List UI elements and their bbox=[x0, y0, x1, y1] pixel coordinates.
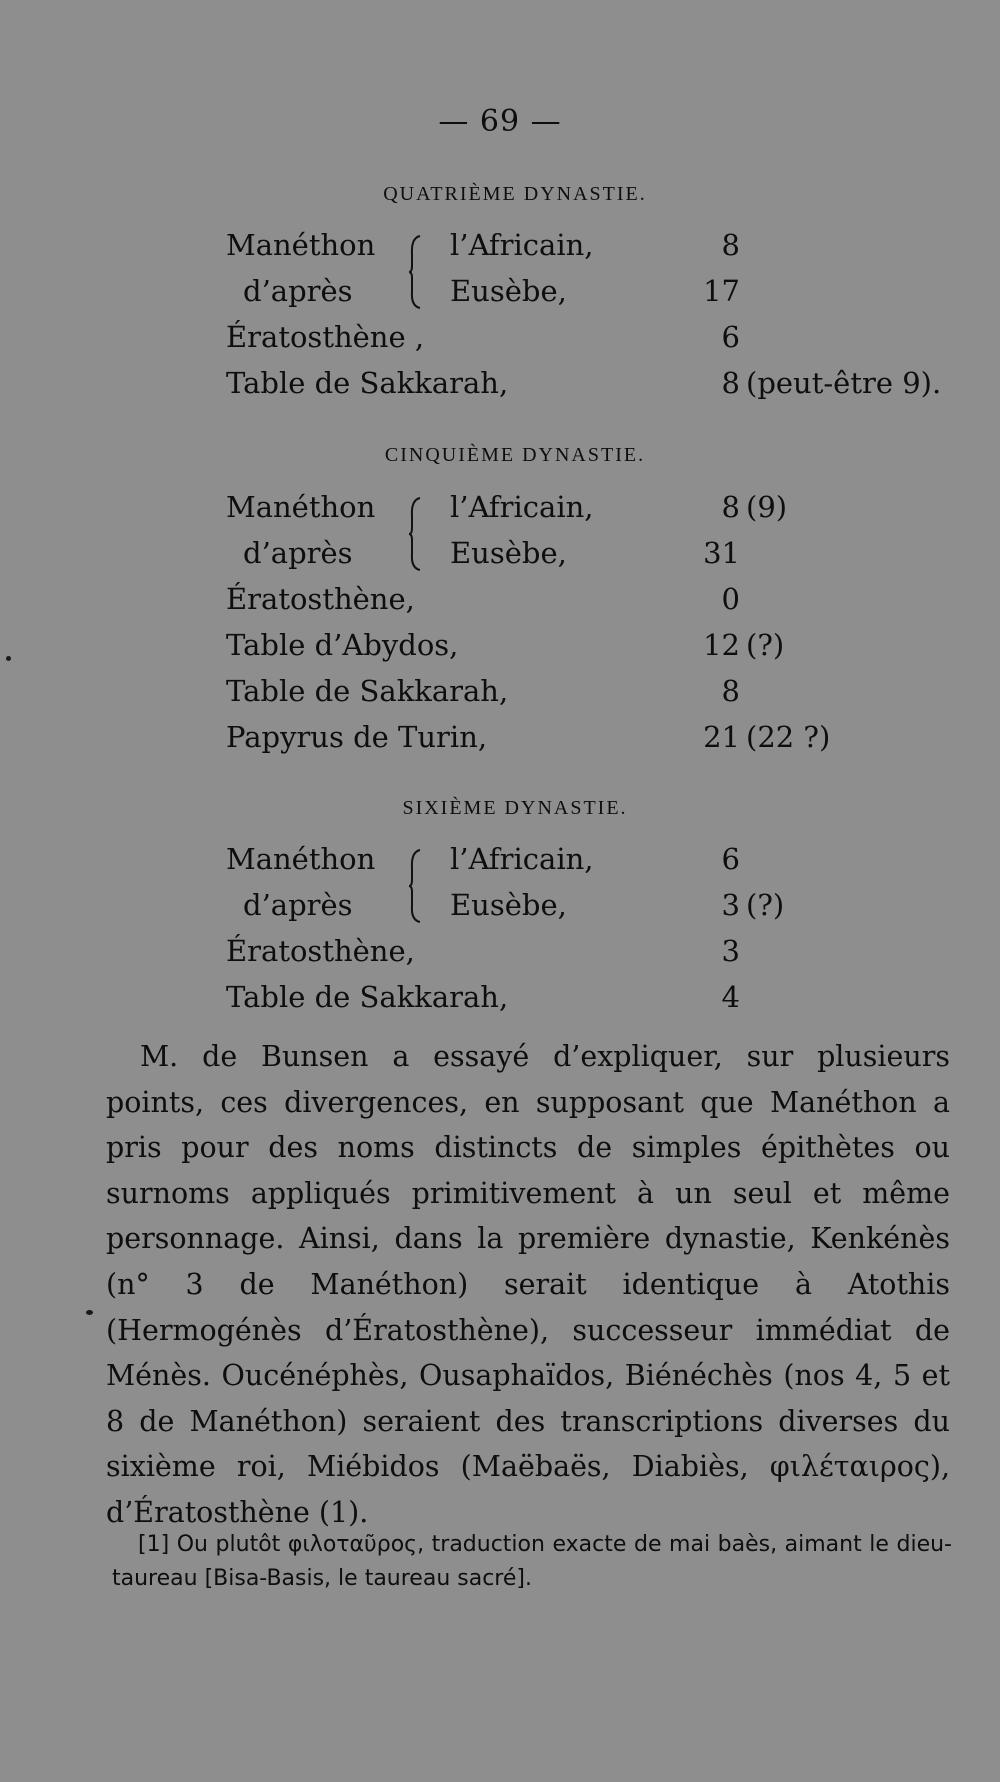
row-count: 12 bbox=[703, 628, 740, 662]
row-label: Manéthon bbox=[226, 490, 376, 524]
footnote bbox=[112, 1528, 952, 1596]
row-count: 8 bbox=[721, 228, 740, 262]
body-paragraph bbox=[106, 1034, 950, 1536]
table-row bbox=[0, 888, 1000, 932]
footnote-text: [1] Ou plutôt φιλοταῦρος, traduction exacte de mai baès, aimant le dieu-taureau [Bisa-Basis, le taureau sacré]. bbox=[112, 1532, 952, 1591]
row-count: 8 bbox=[721, 490, 740, 524]
row-note: (9) bbox=[746, 490, 788, 524]
table-row bbox=[0, 628, 1000, 672]
row-count: 31 bbox=[703, 536, 740, 570]
table-row bbox=[0, 274, 1000, 318]
brace-glyph bbox=[408, 848, 422, 924]
row-source: Eusèbe, bbox=[450, 274, 567, 308]
row-label: Ératosthène, bbox=[226, 934, 415, 968]
row-label: Ératosthène, bbox=[226, 582, 415, 616]
table-row bbox=[0, 228, 1000, 272]
row-note: (22 ?) bbox=[746, 720, 831, 754]
row-label: Table d’Abydos, bbox=[226, 628, 459, 662]
row-label: d’après bbox=[243, 888, 353, 922]
row-label: d’après bbox=[243, 536, 353, 570]
brace-glyph bbox=[408, 496, 422, 572]
row-note: (?) bbox=[746, 888, 785, 922]
table-row bbox=[0, 934, 1000, 978]
table-row bbox=[0, 720, 1000, 764]
table-row bbox=[0, 490, 1000, 534]
row-source: l’Africain, bbox=[450, 228, 594, 262]
section-heading-4th-dynasty: QUATRIÈME DYNASTIE. bbox=[383, 183, 647, 205]
section-heading-6th-dynasty: SIXIÈME DYNASTIE. bbox=[402, 797, 628, 819]
row-label: Table de Sakkarah, bbox=[226, 674, 509, 708]
page-number: — 69 — bbox=[438, 104, 562, 139]
row-count: 17 bbox=[703, 274, 740, 308]
row-label: Ératosthène , bbox=[226, 320, 425, 354]
row-label: Table de Sakkarah, bbox=[226, 366, 509, 400]
table-row bbox=[0, 536, 1000, 580]
row-count: 6 bbox=[721, 320, 740, 354]
row-label: Papyrus de Turin, bbox=[226, 720, 488, 754]
section-heading-5th-dynasty: CINQUIÈME DYNASTIE. bbox=[384, 444, 646, 466]
row-count: 4 bbox=[721, 980, 740, 1014]
row-count: 6 bbox=[721, 842, 740, 876]
table-row bbox=[0, 842, 1000, 886]
table-row bbox=[0, 674, 1000, 718]
row-label: Manéthon bbox=[226, 228, 376, 262]
print-speck bbox=[6, 656, 11, 661]
row-source: l’Africain, bbox=[450, 490, 594, 524]
print-speck bbox=[86, 1310, 93, 1315]
row-count: 3 bbox=[721, 934, 740, 968]
row-label: Table de Sakkarah, bbox=[226, 980, 509, 1014]
row-count: 0 bbox=[721, 582, 740, 616]
row-note: (?) bbox=[746, 628, 785, 662]
table-row bbox=[0, 980, 1000, 1024]
table-row bbox=[0, 582, 1000, 626]
row-count: 3 bbox=[721, 888, 740, 922]
row-count: 8 bbox=[721, 674, 740, 708]
row-label: Manéthon bbox=[226, 842, 376, 876]
paragraph-text: M. de Bunsen a essayé d’expliquer, sur plusieurs points, ces divergences, en supposant que Manéthon a pris pour des noms distincts de simples épithètes ou surnoms appliqués primitivement à un seul et même personnage. Ainsi, dans la première dynastie, Kenkénès (n° 3 de Manéthon) serait identique à Atothis (Hermogénès d’Ératosthène), successeur immédiat de Ménès. Oucénéphès, Ousaphaïdos, Biénéchès (nos 4, 5 et 8 de Manéthon) seraient des transcriptions diverses du sixième roi, Miébidos (Maëbaës, Diabiès, φιλέταιρος), d’Ératosthène (1). bbox=[106, 1040, 950, 1529]
row-note: (peut-être 9). bbox=[746, 366, 942, 400]
row-count: 21 bbox=[703, 720, 740, 754]
row-source: l’Africain, bbox=[450, 842, 594, 876]
row-source: Eusèbe, bbox=[450, 536, 567, 570]
brace-glyph bbox=[408, 234, 422, 310]
row-count: 8 bbox=[721, 366, 740, 400]
row-label: d’après bbox=[243, 274, 353, 308]
table-row bbox=[0, 366, 1000, 410]
table-row bbox=[0, 320, 1000, 364]
row-source: Eusèbe, bbox=[450, 888, 567, 922]
